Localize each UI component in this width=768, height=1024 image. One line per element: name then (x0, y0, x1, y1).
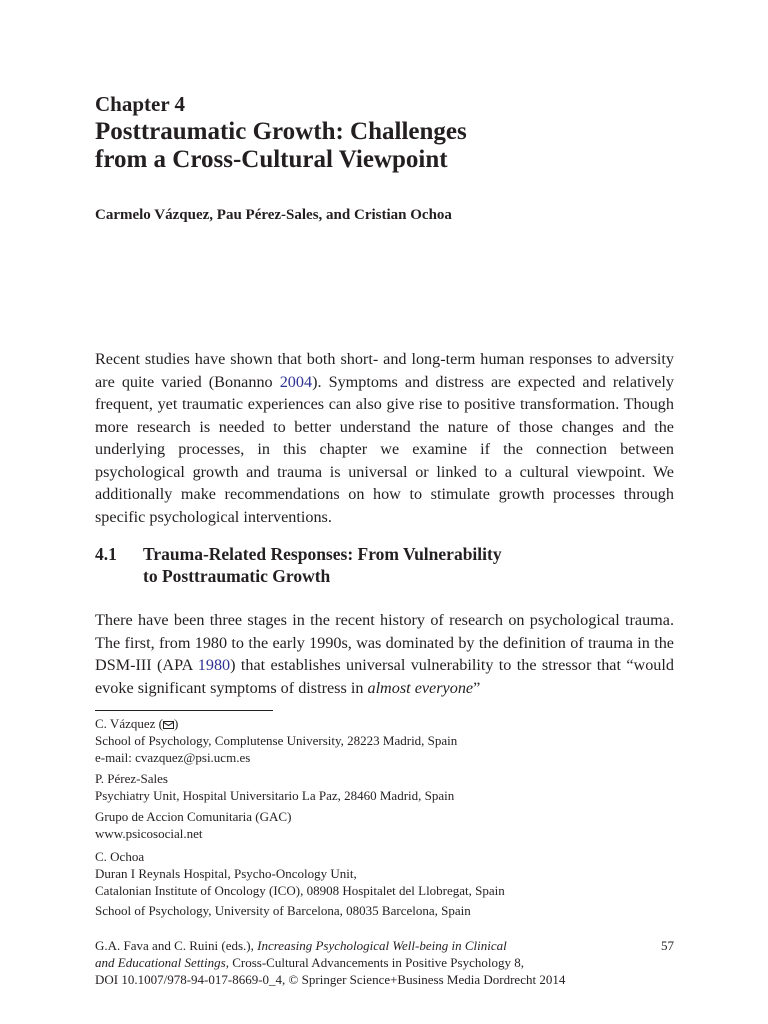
intro-emphasis: almost everyone (367, 678, 474, 697)
affiliation-ochoa-dept-1: Duran I Reynals Hospital, Psycho-Oncology Unit, (95, 866, 357, 881)
footer-line-1: G.A. Fava and C. Ruini (eds.), Increasing Psychological Well-being in Clinical (95, 938, 507, 953)
intro-text-2: ) that establishes universal vulnerability to the stressor that “would evoke significant symptoms of distress in (95, 656, 674, 697)
affiliation-gac-name: Grupo de Accion Comunitaria (GAC) (95, 809, 292, 824)
intro-text-1: There have been three stages in the recent history of research on psychological trauma. The first, from 1980 to the early 1990s, was dominated by the definition of trauma in the DSM-III (APA (95, 611, 674, 674)
envelope-icon (163, 721, 174, 729)
page-number: 57 (661, 938, 674, 953)
footer-line-2: and Educational Settings, Cross-Cultural Advancements in Positive Psychology 8, (95, 955, 524, 970)
affiliation-perez (95, 770, 674, 804)
citation-footer (95, 937, 674, 988)
footnote-divider (95, 710, 273, 711)
affiliation-vazquez-name: C. Vázquez ( ) (95, 716, 179, 731)
intro-paragraph (95, 609, 674, 699)
intro-text-3: ” (473, 678, 481, 697)
section-title-line-2: to Posttraumatic Growth (143, 566, 331, 586)
abstract-text-1: Recent studies have shown that both short- and long-term human responses to adversity are quite varied (Bonanno (95, 350, 674, 391)
affiliation-perez-dept: Psychiatry Unit, Hospital Universitario La Paz, 28460 Madrid, Spain (95, 788, 455, 803)
affiliation-ochoa (95, 848, 674, 899)
affiliation-perez-name: P. Pérez-Sales (95, 771, 168, 786)
affiliation-gac-web[interactable]: www.psicosocial.net (95, 826, 203, 841)
affiliation-barcelona-dept: School of Psychology, University of Barcelona, 08035 Barcelona, Spain (95, 903, 471, 918)
section-title (143, 543, 643, 587)
chapter-title (95, 118, 467, 174)
affiliation-gac (95, 808, 674, 842)
footer-line-3: DOI 10.1007/978-94-017-8669-0_4, © Springer Science+Business Media Dordrecht 2014 (95, 972, 566, 987)
affiliation-ochoa-dept-2: Catalonian Institute of Oncology (ICO), 08908 Hospitalet del Llobregat, Spain (95, 883, 505, 898)
affiliation-ochoa-name: C. Ochoa (95, 849, 145, 864)
citation-link-apa-1980[interactable]: 1980 (197, 656, 231, 674)
chapter-title-line-1: Posttraumatic Growth: Challenges (95, 118, 467, 145)
section-number: 4.1 (95, 544, 117, 564)
affiliation-vazquez (95, 715, 674, 766)
authors: Carmelo Vázquez, Pau Pérez-Sales, and Cristian Ochoa (95, 207, 452, 223)
abstract-paragraph (95, 348, 674, 528)
page (95, 0, 674, 1024)
section-title-line-1: Trauma-Related Responses: From Vulnerability (143, 544, 502, 564)
affiliation-barcelona (95, 902, 674, 919)
affiliation-vazquez-email[interactable]: e-mail: cvazquez@psi.ucm.es (95, 750, 251, 765)
affiliation-vazquez-dept: School of Psychology, Complutense University, 28223 Madrid, Spain (95, 733, 458, 748)
chapter-label: Chapter 4 (95, 92, 186, 116)
citation-link-bonanno-2004[interactable]: 2004 (279, 372, 313, 391)
abstract-text-2: ). Symptoms and distress are expected and relatively frequent, yet traumatic experiences can also give rise to positive transformation. Though more research is needed to better understand the nature of those changes and the underlying processes, in this chapter we examine if the connection between psychological growth and trauma is universal or linked to a cultural viewpoint. We additionally make recommendations on how to stimulate growth processes through specific psychological interventions. (95, 372, 674, 526)
chapter-title-line-2: from a Cross-Cultural Viewpoint (95, 146, 448, 173)
